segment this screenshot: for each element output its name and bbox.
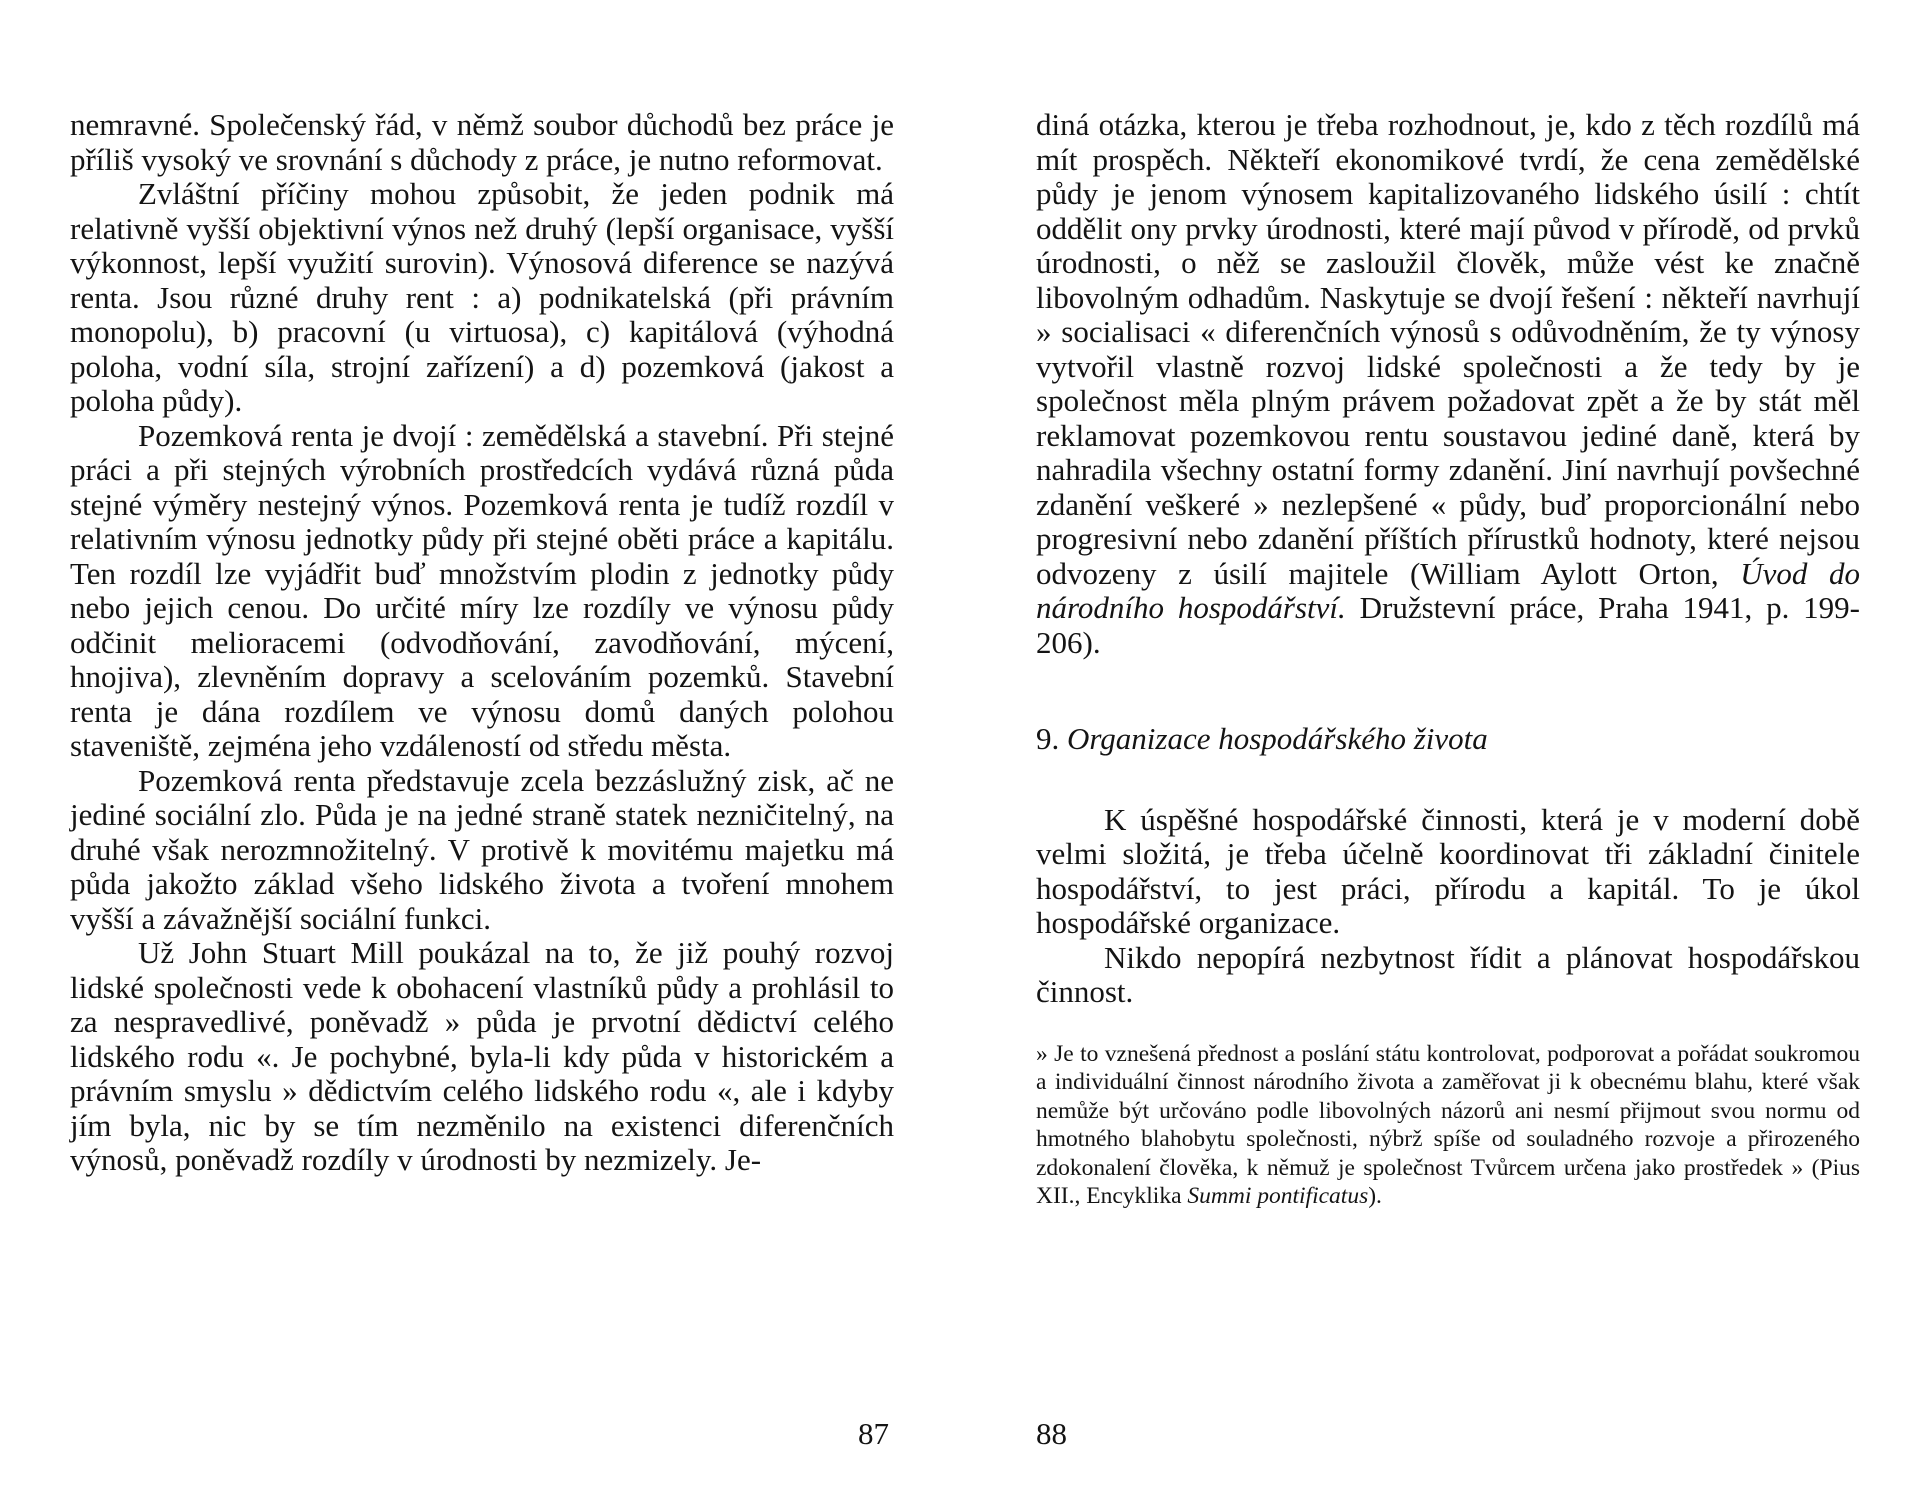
paragraph: Nikdo nepopírá nezbytnost řídit a plánovat hospodářskou činnost.	[1036, 939, 1860, 1009]
right-page-body	[1036, 108, 1860, 660]
paragraph: K úspěšné hospodářské činnosti, která je v moderní době velmi složitá, je třeba účelně koordinovat tři základní činitele hospodářství, to jest práci, přírodu a kapitál. To je úkol hospodářské organizace.	[1036, 801, 1860, 940]
paragraph-text: diná otázka, kterou je třeba rozhodnout, je, kdo z těch rozdílů má mít prospěch. Někteří ekonomikové tvrdí, že cena zemědělské půdy je jenom výnosem kapitalizovaného lidského úsilí : chtít oddělit ony prvky úrodnosti, které mají původ v přírodě, od prvků úrodnosti, o něž se zasloužil člověk, může vést ke značně libovolným odhadům. Naskytuje se dvojí řešení : někteří navrhují » socialisaci « diferenčních výnosů s odůvodněním, že ty výnosy vytvořil vlastně rozvoj lidské společnosti a že tedy by je společnost měla plným právem požadovat zpět a že by stát měl reklamovat pozemkovou rentu soustavou jediné daně, která by nahradila všechny ostatní formy zdanění. Jiní navrhují povšechné zdanění veškeré » nezlepšené « půdy, buď proporcionální nebo progresivní nebo zdanění příštích přírustků hodnoty, které nejsou odvozeny z úsilí majitele (William Aylott Orton,	[1036, 107, 1860, 591]
quote-text: » Je to vznešená přednost a poslání státu kontrolovat, podporovat a pořádat soukromou a individuální činnost národního života a zaměřovat ji k obecnému blahu, které však nemůže být určováno podle libovolných názorů ani nesmí přijmout svou normu od hmotného blahobytu společnosti, nýbrž spíše od souladného rozvoje a přirozeného zdokonalení člověka, k němuž je společnost Tvůrcem určena jako prostředek » (Pius XII., Encyklika	[1036, 1040, 1860, 1209]
paragraph: Zvláštní příčiny mohou způsobit, že jeden podnik má relativně vyšší objektivní výnos než druhý (lepší organisace, vyšší výkonnost, lepší využití surovin). Výnosová diference se nazývá renta. Jsou různé druhy rent : a) podnikatelská (při právním monopolu), b) pracovní (u virtuosa), c) kapitálová (výhodná poloha, vodní síla, strojní zařízení) a d) pozemková (jakost a poloha půdy).	[70, 176, 894, 418]
section-title: Organizace hospodářského života	[1067, 721, 1488, 756]
paragraph: Pozemková renta představuje zcela bezzáslužný zisk, ač ne jediné sociální zlo. Půda je na jedné straně statek nezničitelný, na druhé však nerozmnožitelný. V protivě k movitému majetku má půda jakožto základ všeho lidského života a tvoření mnohem vyšší a závažnější sociální funkci.	[70, 762, 894, 936]
section-heading	[1036, 722, 1860, 757]
page-number-right: 88	[1036, 1416, 1067, 1451]
paragraph: Pozemková renta je dvojí : zemědělská a stavební. Při stejné práci a při stejných výrobních prostředcích vydává různá půda stejné výměry nestejný výnos. Pozemková renta je tudíž rozdíl v relativním výnosu jednotky půdy při stejné oběti práce a kapitálu. Ten rozdíl lze vyjádřit buď množstvím plodin z jednotky půdy nebo jejich cenou. Do určité míry lze rozdíly ve výnosu půdy odčinit melioracemi (odvodňování, zavodňování, mýcení, hnojiva), zlevněním dopravy a scelováním pozemků. Stavební renta je dána rozdílem ve výnosu domů daných polohou staveniště, zejména jeho vzdáleností od středu města.	[70, 417, 894, 763]
quote-cited-title: Summi pontificatus	[1187, 1183, 1369, 1209]
paragraph-text: Družstevní práce, Praha 1941, p. 199-206).	[1036, 590, 1861, 660]
quote-text-end: ).	[1368, 1183, 1382, 1209]
section-number: 9.	[1036, 721, 1060, 756]
page-number-left: 87	[858, 1416, 889, 1451]
right-page	[1036, 108, 1860, 1211]
section-body	[1036, 803, 1860, 1010]
left-page	[70, 108, 894, 1178]
cited-title: Úvod do národního hospodářství.	[1036, 555, 1860, 625]
block-quote	[1036, 1040, 1860, 1211]
paragraph: Už John Stuart Mill poukázal na to, že již pouhý rozvoj lidské společnosti vede k obohacení vlastníků půdy a prohlásil to za nespravedlivé, poněvadž » půda je prvotní dědictví celého lidského rodu «. Je pochybné, byla-li kdy půda v historickém a právním smyslu » dědictvím celého lidského rodu «, ale i kdyby jím byla, nic by se tím nezměnilo na existenci diferenčních výnosů, poněvadž rozdíly v úrodnosti by nezmizely. Je-	[70, 935, 894, 1177]
paragraph: nemravné. Společenský řád, v němž soubor důchodů bez práce je příliš vysoký ve srovnání s důchody z práce, je nutno reformovat.	[70, 107, 894, 177]
paragraph	[1036, 108, 1860, 660]
left-page-body	[70, 108, 894, 1178]
quote-paragraph	[1036, 1040, 1860, 1211]
